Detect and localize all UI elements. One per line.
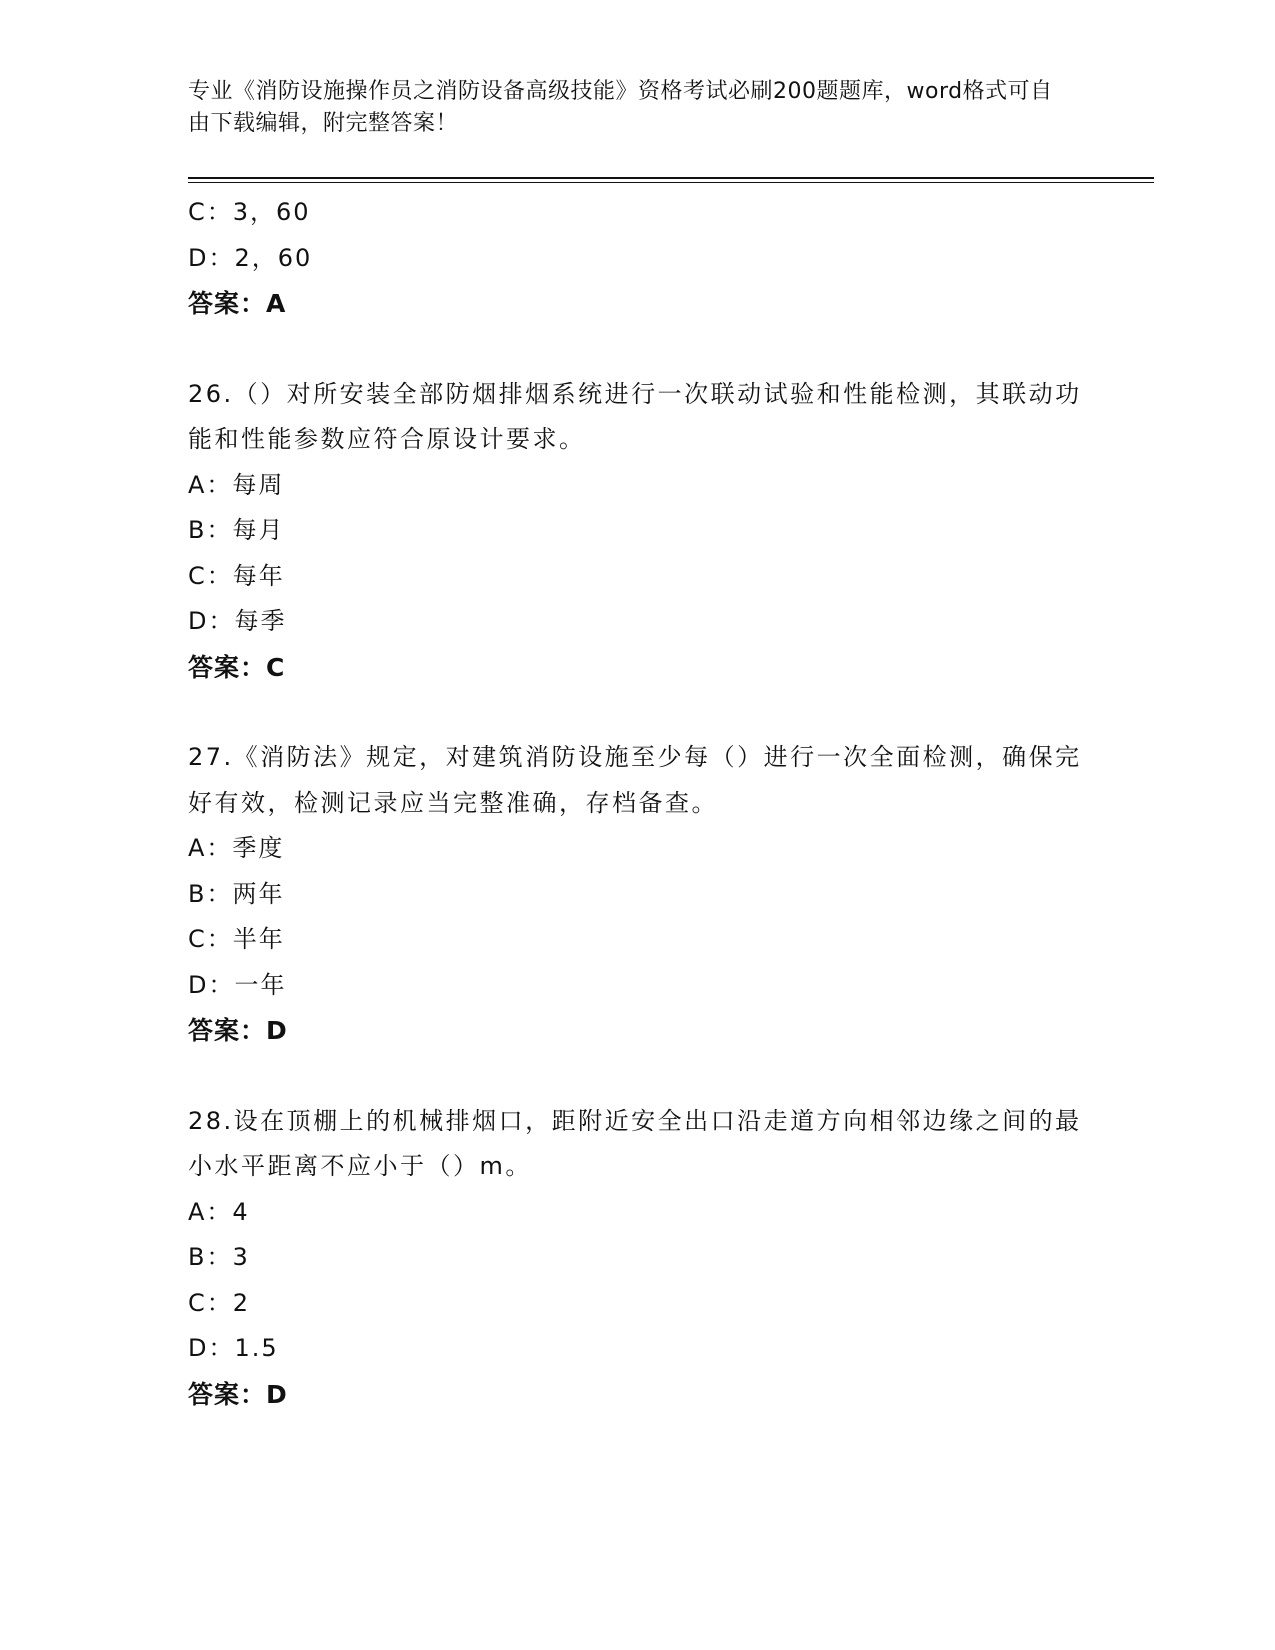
option-a: A：每周 [188, 470, 285, 499]
option-a: A：季度 [188, 834, 285, 862]
option-c: C：2 [188, 1288, 251, 1317]
document-header: 专业《消防设施操作员之消防设备高级技能》资格考试必刷200题题库，word格式可自由下载编辑，附完整答案！ [188, 79, 1053, 136]
option-c: C：半年 [188, 925, 285, 953]
answer-line: 答案：C [188, 652, 286, 682]
previous-question-tail [188, 190, 1088, 327]
answer-line: 答案：A [188, 289, 287, 318]
answer-line: 答案：D [188, 1016, 288, 1045]
option-a: A：4 [188, 1197, 250, 1226]
option-b: B：每月 [188, 516, 285, 544]
question-26 [188, 372, 1088, 691]
option-d: D：一年 [188, 970, 287, 999]
question-27 [188, 735, 1088, 1054]
option-c: C：3，60 [188, 198, 311, 226]
option-c: C：每年 [188, 561, 285, 590]
answer-line: 答案：D [188, 1379, 288, 1409]
option-b: B：3 [188, 1243, 250, 1271]
question-list [188, 190, 1088, 1417]
question-stem: 28.设在顶棚上的机械排烟口，距附近安全出口沿走道方向相邻边缘之间的最小水平距离不应小于（）m。 [188, 1106, 1082, 1180]
option-d: D：2，60 [188, 243, 313, 272]
question-stem: 26.（）对所安装全部防烟排烟系统进行一次联动试验和性能检测，其联动功能和性能参数应符合原设计要求。 [188, 379, 1082, 453]
option-b: B：两年 [188, 879, 285, 908]
header-divider-thin [188, 182, 1154, 183]
option-d: D：1.5 [188, 1334, 279, 1362]
header-divider-thick [188, 177, 1154, 179]
question-stem: 27.《消防法》规定，对建筑消防设施至少每（）进行一次全面检测，确保完好有效，检测记录应当完整准确，存档备查。 [188, 743, 1082, 817]
option-d: D：每季 [188, 607, 287, 635]
question-28 [188, 1099, 1088, 1418]
